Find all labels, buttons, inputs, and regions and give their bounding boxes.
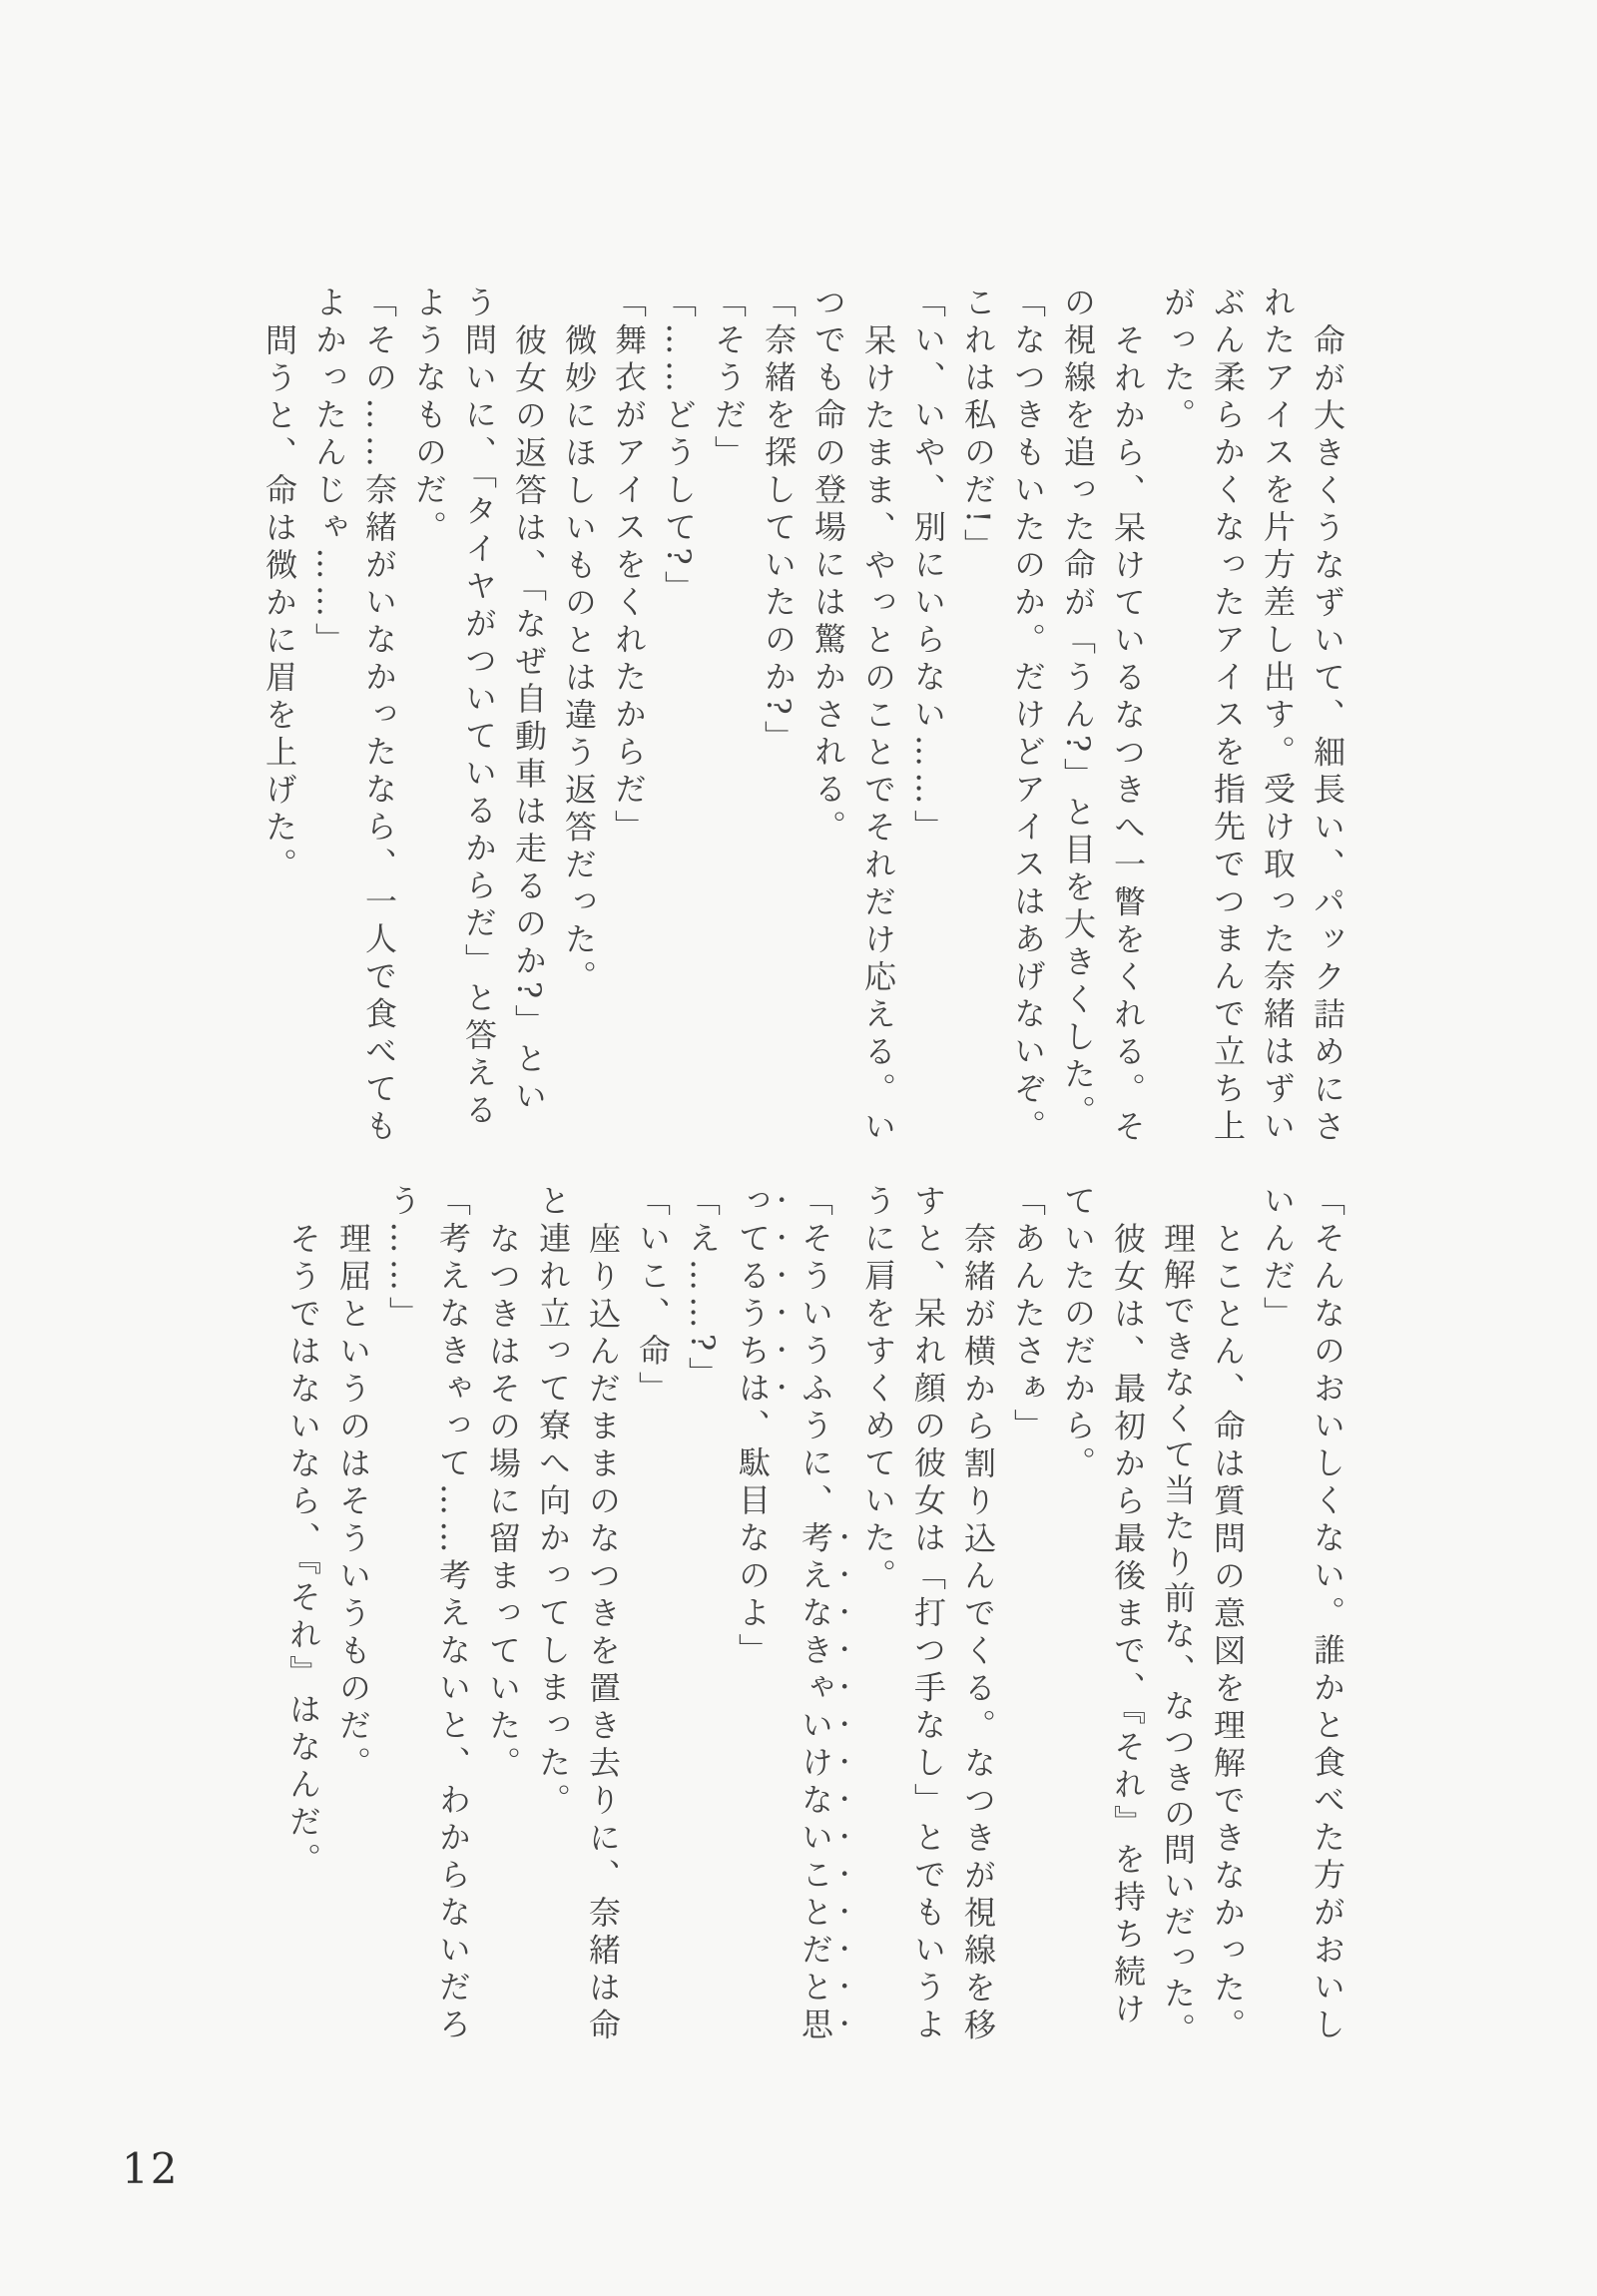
text-segment: ていたのだから。 (1059, 1184, 1097, 1483)
text-column (704, 286, 754, 1152)
text-segment: 「考えなきゃって……考えないと、わからないだろ (434, 1184, 472, 2045)
text-column (1303, 286, 1352, 1152)
text-column (378, 1184, 428, 2050)
text-column (903, 1184, 953, 2050)
text-segment: の視線を追った命が「うん?」と目を大きくした。 (1059, 286, 1097, 1132)
text-column (1253, 1184, 1303, 2050)
text-segment: それから、呆けているなつきへ一瞥をくれる。そ (1109, 323, 1147, 1147)
text-segment: 「奈緒を探していたのか?」 (760, 286, 798, 758)
text-column (404, 286, 454, 1152)
text-segment: 問うと、命は微かに眉を上げた。 (261, 323, 298, 885)
text-column (1303, 1184, 1352, 2050)
text-column (1053, 1184, 1103, 2050)
text-segment: がった。 (1159, 286, 1197, 435)
text-segment: と連れ立って寮へ向かってしまった。 (534, 1184, 572, 1821)
text-column (1203, 1184, 1253, 2050)
text-segment: 奈緒が横から割り込んでくる。なつきが視線を移 (959, 1222, 997, 2045)
page-number: 12 (122, 2144, 180, 2193)
text-segment: 彼女の返答は、「なぜ自動車は走るのか?」とい (510, 323, 548, 1117)
text-segment: つでも命の登場には驚かされる。 (809, 286, 847, 848)
text-column (504, 286, 554, 1152)
text-column (304, 286, 354, 1152)
text-segment: 「そんなのおいしくない。誰かと食べた方がおいし (1309, 1184, 1346, 2045)
text-segment: なつきはその場に留まっていた。 (484, 1222, 522, 1784)
text-segment: そうではないなら、『それ』はなんだ。 (284, 1222, 322, 1880)
text-segment: ぶん柔らかくなったアイスを指先でつまんで立ち上 (1209, 286, 1247, 1147)
text-column (1153, 286, 1203, 1152)
text-segment: 「その……奈緒がいなかったなら、一人で食べても (360, 286, 398, 1147)
text-column (678, 1184, 728, 2050)
text-column (1253, 286, 1303, 1152)
text-segment: 命が大きくうなずいて、細長い、パック詰めにさ (1309, 323, 1346, 1147)
text-column (803, 286, 853, 1152)
text-segment: 「あんたさぁ」 (1009, 1184, 1047, 1446)
text-column (953, 286, 1003, 1152)
text-column (853, 1184, 903, 2050)
text-column (1053, 286, 1103, 1152)
text-column (628, 1184, 678, 2050)
text-column (728, 1184, 791, 2050)
text-segment: 「舞衣がアイスをくれたからだ」 (610, 286, 648, 848)
text-segment: 「そういうふうに、 (797, 1184, 834, 1521)
text-segment: れたアイスを片方差し出す。受け取った奈緒はずい (1259, 286, 1297, 1147)
text-segment: これは私のだ!」 (959, 286, 997, 566)
text-column (1203, 286, 1253, 1152)
text-column (354, 286, 404, 1152)
text-column (278, 1184, 328, 2050)
text-column (554, 286, 604, 1152)
text-segment: 呆けたまま、やっとのことでそれだけ応える。い (859, 323, 897, 1147)
text-column (853, 286, 903, 1152)
text-column (654, 286, 704, 1152)
text-column (528, 1184, 578, 2050)
text-segment: 微妙にほしいものとは違う返答だった。 (560, 323, 598, 997)
text-segment: 「いこ、命」 (634, 1184, 672, 1409)
text-segment: うに肩をすくめていた。 (859, 1184, 897, 1596)
text-column (1003, 1184, 1053, 2050)
text-segment: ようなものだ。 (410, 286, 448, 548)
text-column (754, 286, 803, 1152)
text-block-lower (284, 1184, 1352, 2062)
text-column (953, 1184, 1003, 2050)
text-column (255, 286, 304, 1152)
text-column (1103, 1184, 1153, 2050)
text-column (328, 1184, 378, 2050)
text-segment: 座り込んだままのなつきを置き去りに、奈緒は命 (584, 1222, 622, 2045)
text-segment: 「そうだ」 (710, 286, 748, 473)
text-segment: 理解できなくて当たり前な、なつきの問いだった。 (1159, 1222, 1197, 2048)
text-column (454, 286, 504, 1152)
text-segment: 理屈というのはそういうものだ。 (334, 1222, 372, 1784)
text-segment: いんだ」 (1259, 1184, 1297, 1334)
text-block-upper (255, 286, 1352, 1164)
text-column (1103, 286, 1153, 1152)
text-column (791, 1184, 853, 2050)
text-column (604, 286, 654, 1152)
text-segment: う問いに、「タイヤがついているからだ」と答える (460, 286, 498, 1131)
text-segment: 「え……?」 (684, 1184, 722, 1395)
text-segment: う……」 (384, 1184, 422, 1334)
text-column (478, 1184, 528, 2050)
text-column (428, 1184, 478, 2050)
text-segment: よかったんじゃ……」 (310, 286, 348, 660)
text-segment: 彼女は、最初から最後まで、『それ』を持ち続け (1109, 1222, 1147, 2029)
text-segment: すと、呆れ顔の彼女は「打つ手なし」とでもいうよ (909, 1184, 947, 2045)
text-column (903, 286, 953, 1152)
text-segment: 、駄目なのよ」 (734, 1409, 772, 1671)
emphasized-text: 考えなきゃいけないことだと思 (797, 1520, 834, 2045)
text-column (1153, 1184, 1203, 2050)
text-segment: とことん、命は質問の意図を理解できなかった。 (1209, 1222, 1247, 2045)
text-segment: 「なつきもいたのか。だけどアイスはあげないぞ。 (1009, 286, 1047, 1147)
text-column (1003, 286, 1053, 1152)
text-segment: 「……どうして?」 (660, 286, 698, 608)
text-segment: 「い、いや、別にいらない……」 (909, 286, 947, 848)
text-column (578, 1184, 628, 2050)
emphasized-text: ってるうちは (734, 1184, 772, 1409)
